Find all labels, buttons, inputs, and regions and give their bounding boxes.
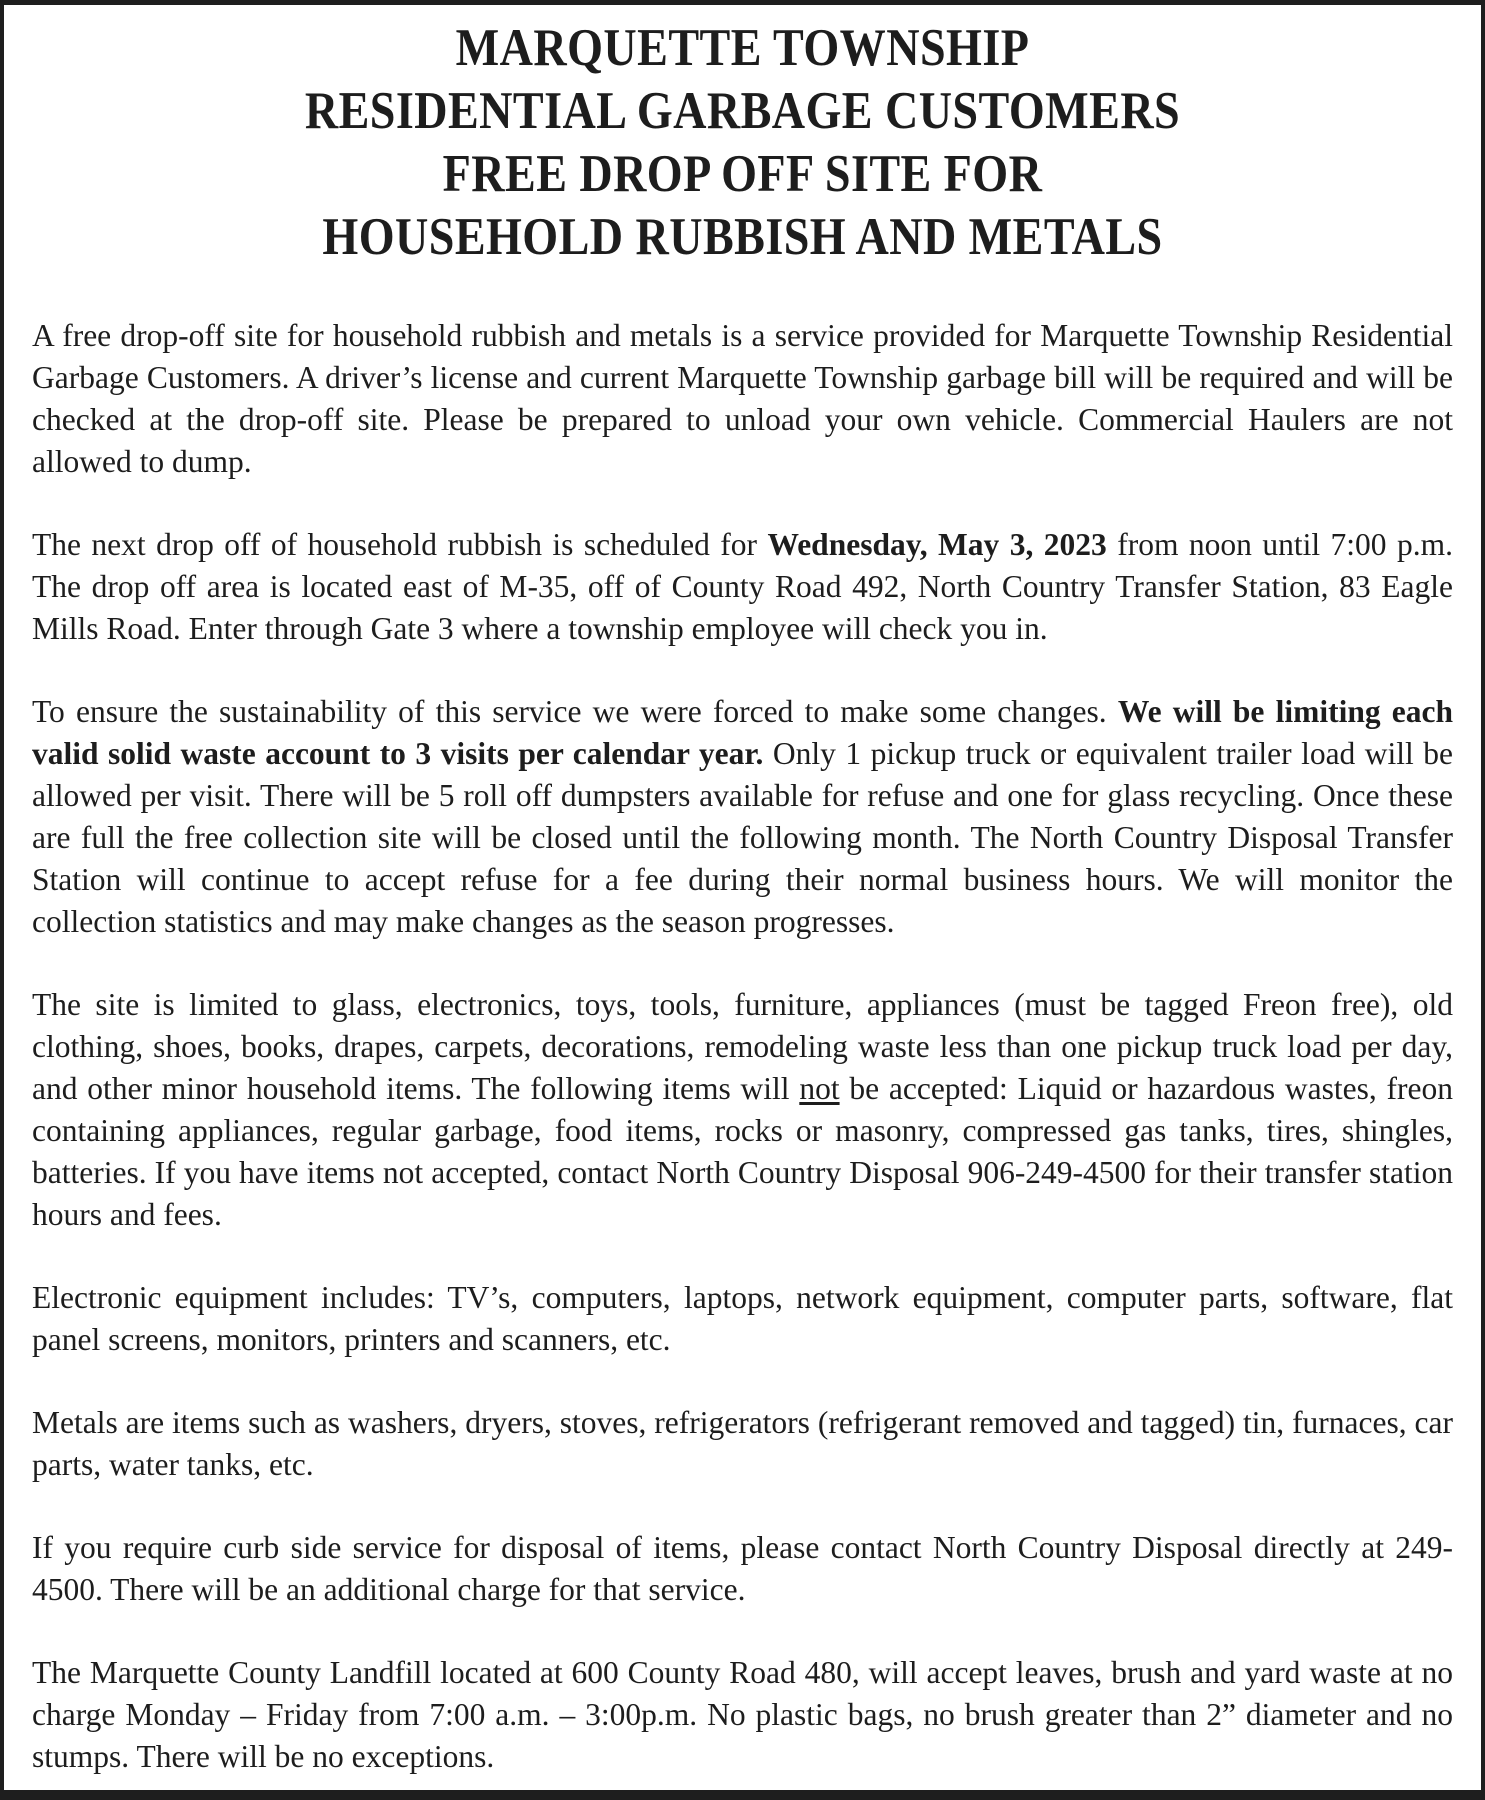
paragraph-metals-text: Metals are items such as washers, dryers, stoves, refrigerators (refrigerant removed and tagged) tin, furnaces, car parts, water tanks, etc. — [32, 1405, 1453, 1482]
paragraph-accepted-items-text-1: The site is limited to glass, electronics, toys, tools, furniture, appliances (must be tagged Freon free), old clothing, shoes, books, drapes, carpets, decorations, remodeling waste less than one pickup truck load per day, and other minor household items. The following items will — [32, 987, 1453, 1106]
notice-title — [32, 17, 1453, 269]
title-line-1: MARQUETTE TOWNSHIP — [455, 19, 1030, 77]
paragraph-accepted-items-text-2: be accepted: Liquid or hazardous wastes, freon containing appliances, regular garbage, food items, rocks or masonry, compressed gas tanks, tires, shingles, batteries. If you have items not accepted, contact North Country Disposal 906-249-4500 for their transfer station hours and fees. — [32, 1071, 1453, 1232]
bold-visit-limit-statement: We will be limiting each valid solid waste account to 3 visits per calendar year. — [32, 694, 1454, 771]
paragraph-accepted-items — [32, 984, 1453, 1236]
paragraph-electronics-text: Electronic equipment includes: TV’s, computers, laptops, network equipment, computer parts, software, flat panel screens, monitors, printers and scanners, etc. — [32, 1280, 1453, 1357]
paragraph-curbside — [32, 1527, 1453, 1611]
paragraph-intro-text: A free drop-off site for household rubbish and metals is a service provided for Marquette Township Residential Garbage Customers. A driver’s license and current Marquette Township garbage bill will be required and will be checked at the drop-off site. Please be prepared to unload your own vehicle. Commercial Haulers are not allowed to dump. — [32, 318, 1453, 479]
title-line-4: HOUSEHOLD RUBBISH AND METALS — [322, 208, 1163, 266]
paragraph-schedule — [32, 524, 1453, 650]
paragraph-schedule-text-2: from noon until 7:00 p.m. The drop off area is located east of M-35, off of County Road 492, North Country Transfer Station, 83 Eagle Mills Road. Enter through Gate 3 where a township employee will check you in. — [32, 527, 1453, 646]
paragraph-intro — [32, 315, 1453, 483]
paragraph-visit-limits-text-2: Only 1 pickup truck or equivalent trailer load will be allowed per visit. There will be 5 roll off dumpsters available for refuse and one for glass recycling. Once these are full the free collection site will be closed until the following month. The North Country Disposal Transfer Station will continue to accept refuse for a fee during their normal business hours. We will monitor the collection statistics and may make changes as the season progresses. — [32, 736, 1453, 939]
paragraph-metals — [32, 1402, 1453, 1486]
title-line-2: RESIDENTIAL GARBAGE CUSTOMERS — [304, 82, 1181, 140]
underlined-not: not — [799, 1071, 840, 1106]
paragraph-landfill-text: The Marquette County Landfill located at 600 County Road 480, will accept leaves, brush and yard waste at no charge Monday – Friday from 7:00 a.m. – 3:00p.m. No plastic bags, no brush greater than 2” diameter and no stumps. There will be no exceptions. — [32, 1655, 1453, 1774]
paragraph-schedule-text-1: The next drop off of household rubbish is scheduled for — [32, 527, 768, 562]
title-line-3: FREE DROP OFF SITE FOR — [442, 145, 1043, 203]
paragraph-landfill — [32, 1652, 1453, 1778]
paragraph-electronics — [32, 1277, 1453, 1361]
bold-drop-off-date: Wednesday, May 3, 2023 — [767, 527, 1107, 562]
paragraph-visit-limits — [32, 691, 1453, 943]
paragraph-curbside-text: If you require curb side service for disposal of items, please contact North Country Disposal directly at 249-4500. There will be an additional charge for that service. — [32, 1530, 1453, 1607]
paragraph-visit-limits-text-1: To ensure the sustainability of this service we were forced to make some changes. — [32, 694, 1118, 729]
notice-body — [32, 315, 1453, 1778]
